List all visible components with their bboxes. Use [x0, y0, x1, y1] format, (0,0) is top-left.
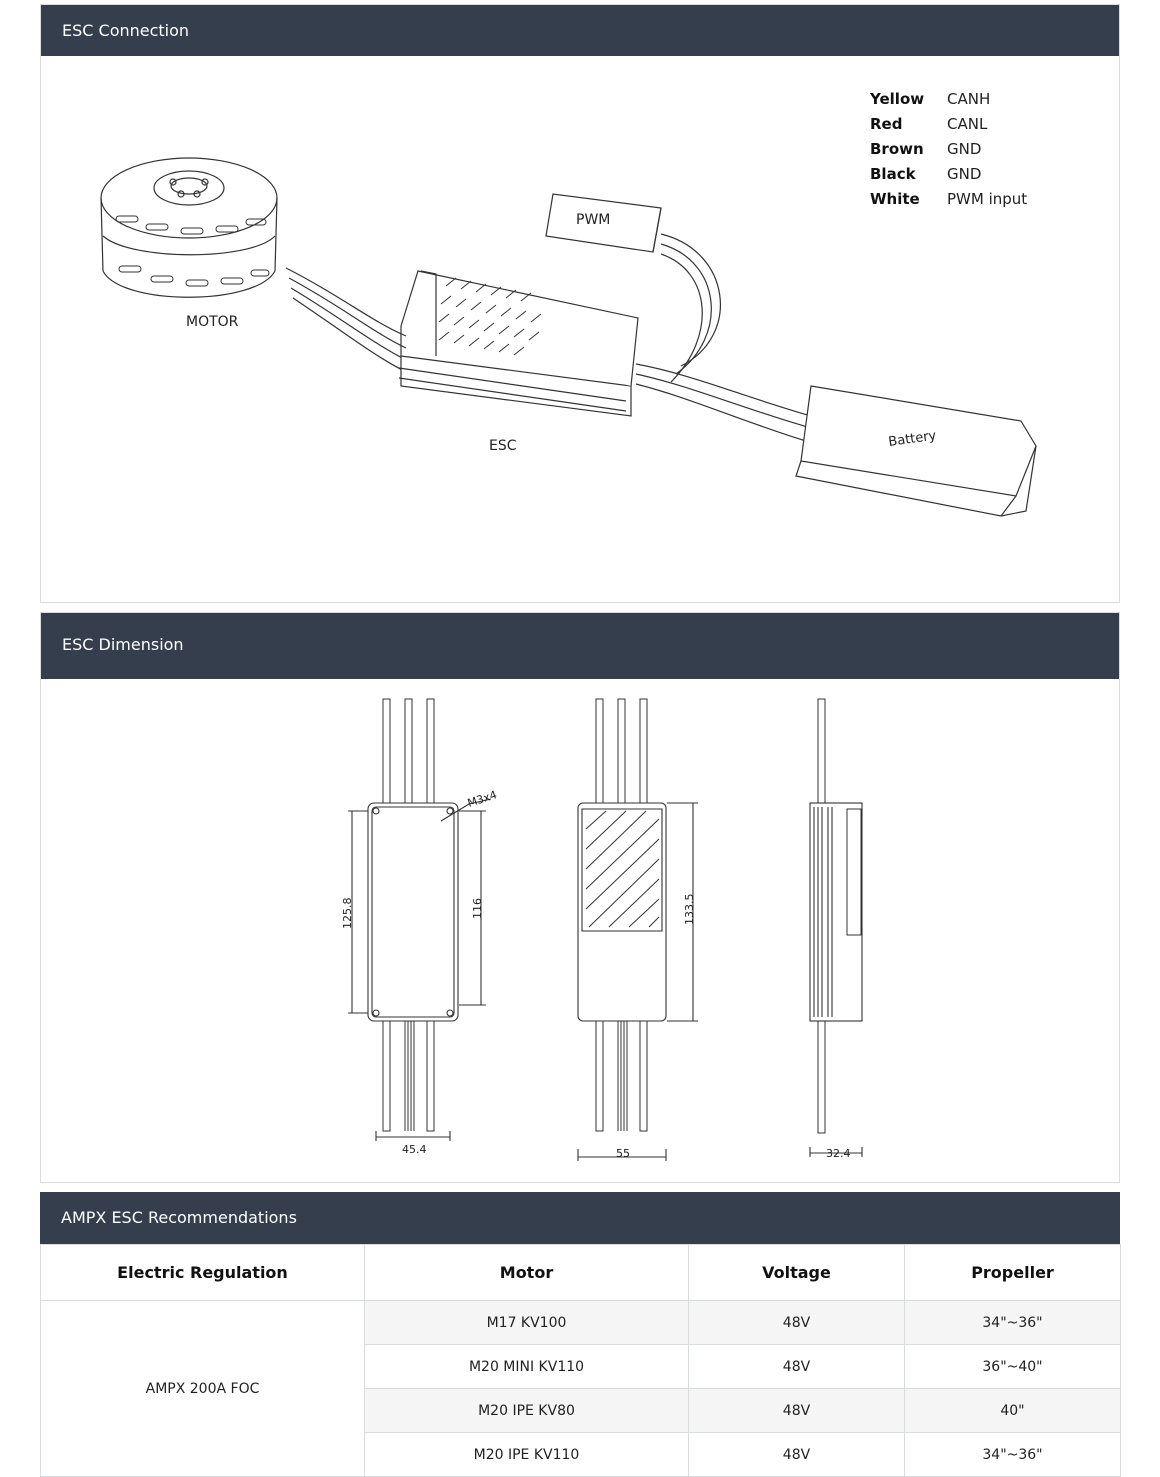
section-title: ESC Connection	[41, 5, 1119, 56]
wire-color: Black	[870, 165, 916, 183]
height-back-label: 133.5	[683, 893, 696, 925]
table-row	[41, 1301, 1121, 1345]
wire-color: Brown	[870, 140, 924, 158]
legend-row	[870, 112, 1027, 137]
esc-label: ESC	[489, 438, 517, 454]
battery-cable	[636, 364, 811, 416]
wire-signal: GND	[947, 140, 982, 158]
column-header: Motor	[365, 1245, 689, 1301]
section-title: ESC Dimension	[41, 613, 1119, 679]
pwm-label: PWM	[576, 212, 611, 228]
width-front-label: 45.4	[402, 1143, 427, 1156]
esc-dimension-section	[40, 612, 1120, 1183]
motor-cell: M20 IPE KV80	[365, 1389, 689, 1433]
width-side-label: 32.4	[826, 1147, 851, 1160]
back-view	[578, 699, 698, 1161]
esc-drawing	[399, 271, 638, 416]
pwm-cable	[661, 234, 720, 366]
legend-row	[870, 87, 1027, 112]
side-view	[810, 699, 862, 1157]
height-outer-label: 125.8	[341, 897, 354, 929]
wire-signal: GND	[947, 165, 982, 183]
motor-cable	[286, 268, 406, 336]
wire-color: Yellow	[870, 90, 925, 108]
front-view	[348, 699, 491, 1141]
wire-signal: PWM input	[947, 190, 1028, 208]
table-header-row	[41, 1245, 1121, 1301]
voltage-cell: 48V	[689, 1301, 905, 1345]
column-header: Voltage	[689, 1245, 905, 1301]
hole-label: M3x4	[465, 788, 499, 810]
recommendations-table	[40, 1244, 1121, 1477]
wire-signal: CANL	[947, 115, 988, 133]
height-inner-label: 116	[471, 898, 484, 919]
motor-cell: M20 MINI KV110	[365, 1345, 689, 1389]
motor-label: MOTOR	[186, 314, 239, 330]
legend-row	[870, 162, 1027, 187]
propeller-cell: 36"~40"	[905, 1345, 1121, 1389]
motor-drawing	[101, 158, 277, 297]
motor-cell: M17 KV100	[365, 1301, 689, 1345]
battery-label: Battery	[887, 428, 938, 450]
voltage-cell: 48V	[689, 1389, 905, 1433]
column-header: Propeller	[905, 1245, 1121, 1301]
wire-color: Red	[870, 115, 903, 133]
wire-signal: CANH	[947, 90, 991, 108]
voltage-cell: 48V	[689, 1433, 905, 1477]
legend-row	[870, 187, 1027, 212]
column-header: Electric Regulation	[41, 1245, 365, 1301]
legend-row	[870, 137, 1027, 162]
propeller-cell: 34"~36"	[905, 1433, 1121, 1477]
propeller-cell: 40"	[905, 1389, 1121, 1433]
propeller-cell: 34"~36"	[905, 1301, 1121, 1345]
width-back-label: 55	[616, 1147, 630, 1160]
section-title: AMPX ESC Recommendations	[40, 1192, 1120, 1244]
dimension-drawing	[41, 679, 1119, 1182]
battery-drawing	[796, 386, 1036, 516]
recommendations-section	[40, 1192, 1120, 1467]
wire-color-legend	[870, 87, 1027, 212]
regulation-cell: AMPX 200A FOC	[41, 1301, 365, 1477]
wire-color: White	[870, 190, 920, 208]
voltage-cell: 48V	[689, 1345, 905, 1389]
esc-connection-section	[40, 4, 1120, 603]
motor-cell: M20 IPE KV110	[365, 1433, 689, 1477]
